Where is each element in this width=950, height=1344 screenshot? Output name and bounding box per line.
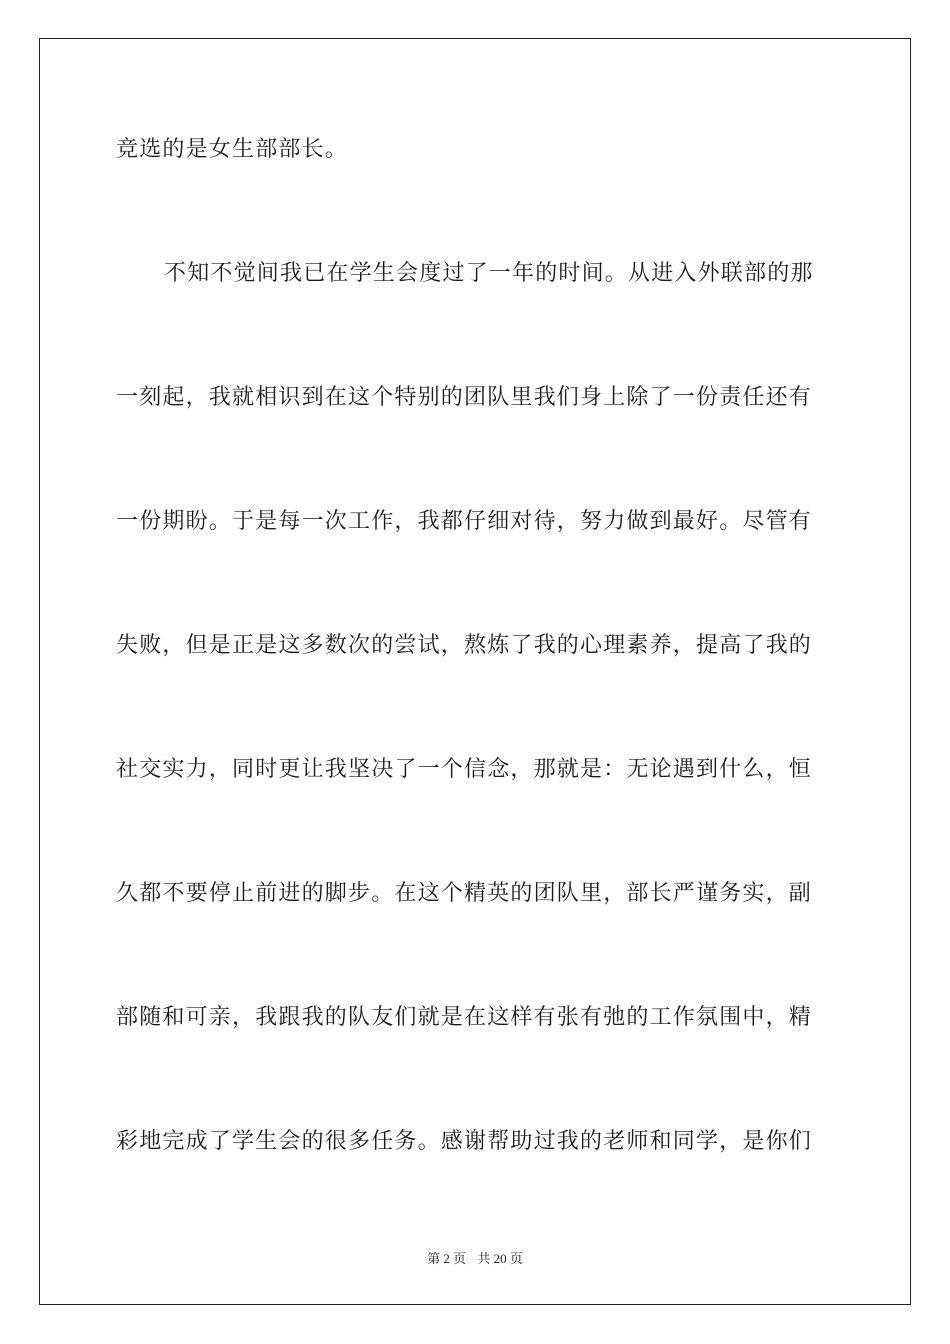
text-line: 彩地完成了学生会的很多任务。感谢帮助过我的老师和同学，是你们 [116,1129,813,1154]
page-footer [0,1248,950,1267]
text-line: 社交实力，同时更让我坚决了一个信念，那就是：无论遇到什么，恒 [116,757,813,782]
text-line: 失败，但是正是这多数次的尝试，熬炼了我的心理素养，提高了我的 [116,633,813,658]
text-line: 竞选的是女生部部长。 [116,137,349,162]
page-total: 共 20 页 [477,1251,523,1266]
text-line: 部随和可亲，我跟我的队友们就是在这样有张有弛的工作氛围中，精 [116,1005,813,1030]
text-line: 一刻起，我就相识到在这个特别的团队里我们身上除了一份责任还有 [116,385,813,410]
text-line: 一份期盼。于是每一次工作，我都仔细对待，努力做到最好。尽管有 [116,509,813,534]
page-number: 第 2 页 [427,1251,467,1266]
page-border [39,38,911,1305]
text-line: 不知不觉间我已在学生会度过了一年的时间。从进入外联部的那 [164,261,814,286]
text-line: 久都不要停止前进的脚步。在这个精英的团队里，部长严谨务实，副 [116,881,813,906]
